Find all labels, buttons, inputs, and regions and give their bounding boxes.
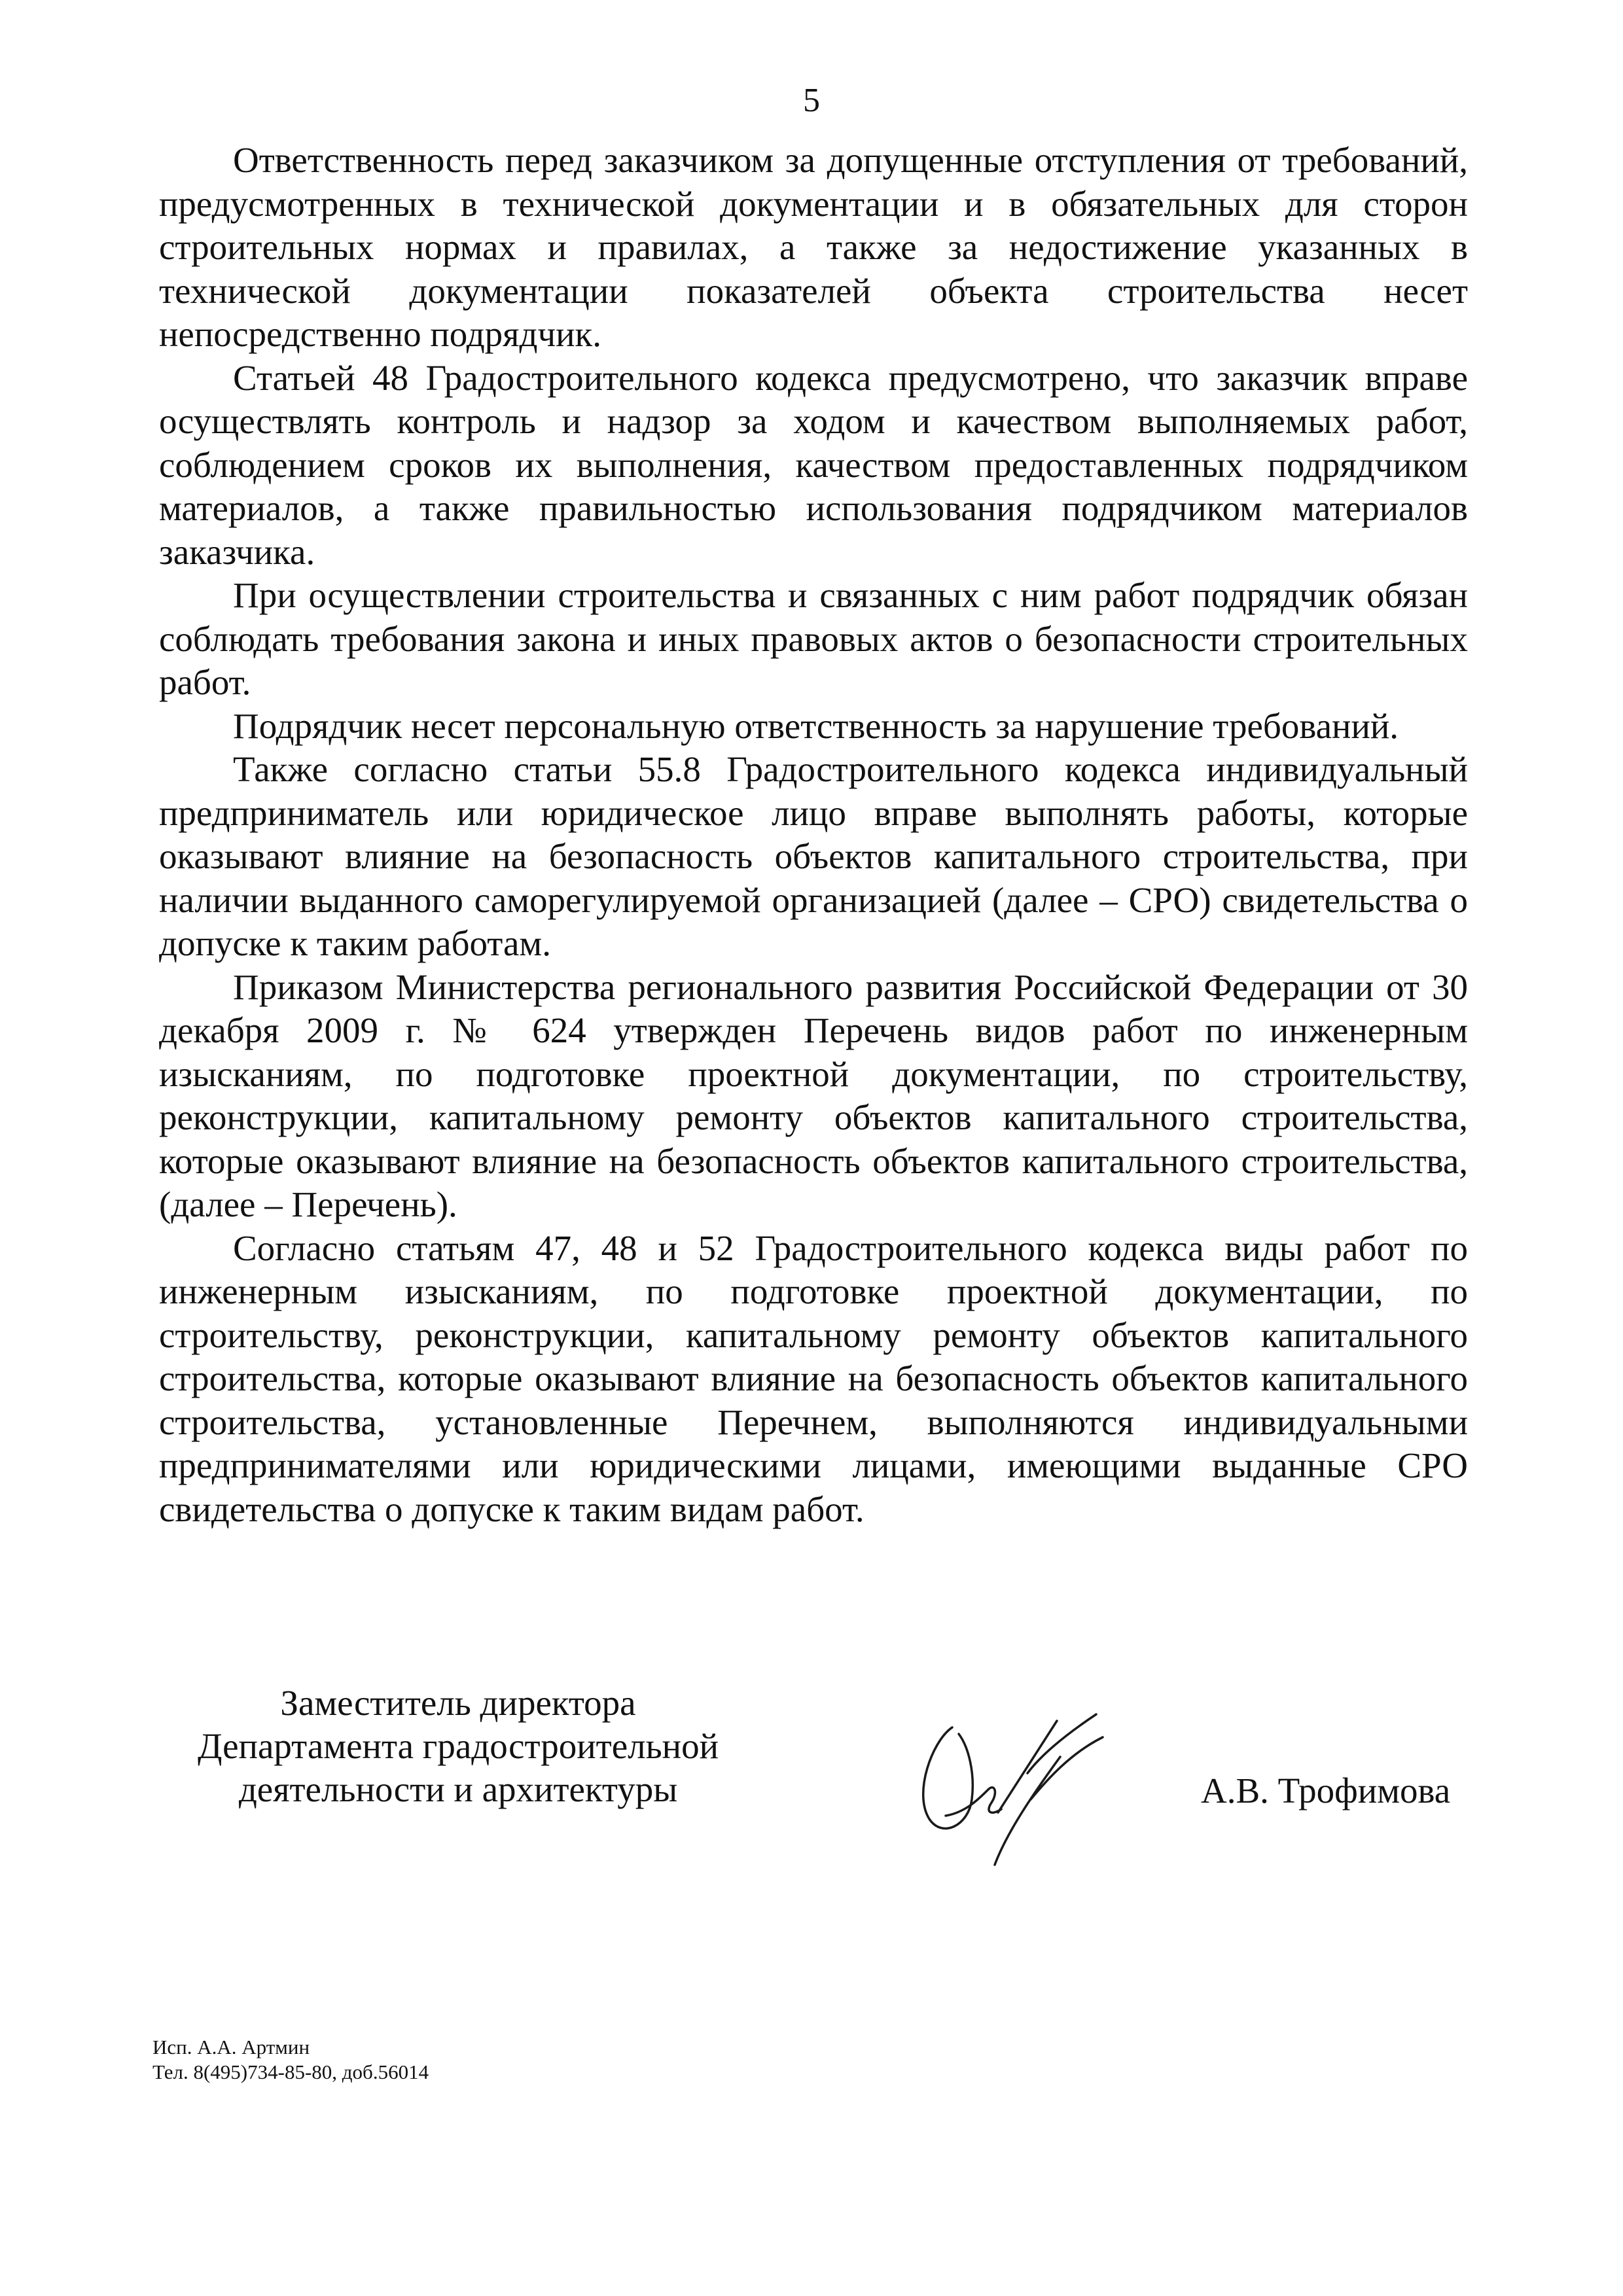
paragraph-article-55-8: Также согласно статьи 55.8 Градостроительного кодекса индивидуальный предприниматель или юридическое лицо вправе выполнять работы, которые оказывают влияние на безопасность объектов капитального строительства, при наличии выданного саморегулируемой организацией (далее – СРО) свидетельства о допуске к таким работам.: [159, 749, 1468, 963]
executor-name: Исп. А.А. Артмин: [152, 2036, 310, 2058]
position-line: деятельности и архитектуры: [238, 1769, 678, 1809]
paragraph-articles-47-48-52: Согласно статьям 47, 48 и 52 Градостроительного кодекса виды работ по инженерным изысканиям, по подготовке проектной документации, по строительству, реконструкции, капитальному ремонту объектов капитального строительства, которые оказывают влияние на безопасность объектов капитального строительства, установленные Перечнем, выполняются индивидуальными предпринимателями или юридическими лицами, имеющими выданные СРО свидетельства о допуске к таким видам работ.: [159, 1227, 1468, 1529]
page-number: 5: [803, 82, 820, 119]
executor-info: [152, 2035, 429, 2085]
paragraph-order-624: Приказом Министерства регионального развития Российской Федерации от 30 декабря 2009 г. № 624 утвержден Перечень видов работ по инженерным изысканиям, по подготовке проектной документации, по строительству, реконструкции, капитальному ремонту объектов капитального строительства, которые оказывают влияние на безопасность объектов капитального строительства, (далее – Перечень).: [159, 966, 1468, 1224]
executor-phone: Тел. 8(495)734-85-80, доб.56014: [152, 2060, 429, 2083]
paragraph-safety-requirements: При осуществлении строительства и связанных с ним работ подрядчик обязан соблюдать требования закона и иных правовых актов о безопасности строительных работ.: [159, 575, 1468, 702]
paragraph-customer-control: Статьей 48 Градостроительного кодекса предусмотрено, что заказчик вправе осуществлять контроль и надзор за ходом и качеством выполняемых работ, соблюдением сроков их выполнения, качеством предоставленных подрядчиком материалов, а также правильностью использования подрядчиком материалов заказчика.: [159, 357, 1468, 572]
position-line: Заместитель директора: [280, 1683, 636, 1723]
letter-body: [159, 139, 1468, 1531]
signer-name: А.В. Трофимова: [1201, 1771, 1451, 1810]
handwritten-signature: [906, 1701, 1155, 1878]
position-line: Департамента градостроительной: [197, 1726, 719, 1766]
paragraph-personal-responsibility: Подрядчик несет персональную ответственность за нарушение требований.: [233, 705, 1399, 746]
paragraph-contractor-responsibility: Ответственность перед заказчиком за допущенные отступления от требований, предусмотренных в технической документации и в обязательных для сторон строительных нормах и правилах, а также за недостижение указанных в технической документации показателей объекта строительства несет непосредственно подрядчик.: [159, 140, 1468, 354]
signatory-position: [151, 1682, 766, 1811]
